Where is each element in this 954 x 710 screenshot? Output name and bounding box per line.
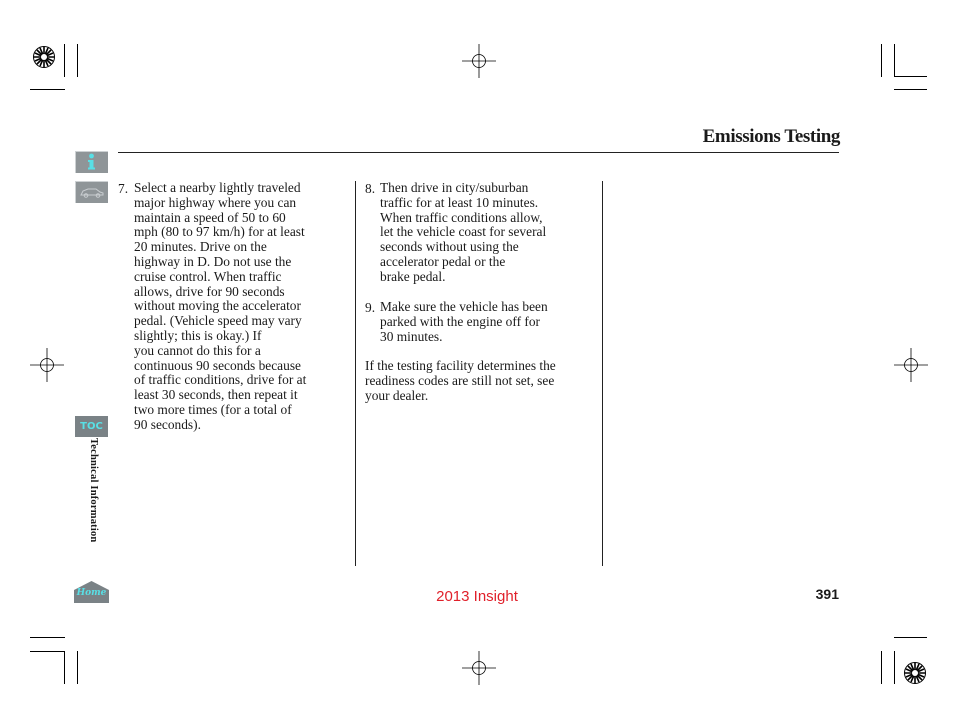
registration-mark-icon [903,661,927,685]
crosshair-mark-icon [462,44,496,78]
crosshair-mark-icon [462,651,496,685]
registration-mark-icon [32,45,56,69]
step-9 [365,300,595,350]
column-divider [355,181,356,566]
note-text: If the testing facility determines the readiness codes are still not set, see your dealer. [365,358,556,403]
toc-button[interactable] [75,416,108,437]
section-label [85,438,105,563]
toc-icon: TOC [80,421,103,432]
step-text: Then drive in city/suburban traffic for at least 10 minutes. When traffic conditions allow, let the vehicle coast for several seconds without using the accelerator pedal or the brake pedal. [380,180,547,284]
vehicle-button[interactable] [75,181,108,203]
dealer-note [365,359,600,409]
crosshair-mark-icon [30,348,64,382]
crosshair-mark-icon [894,348,928,382]
step-text: Select a nearby lightly traveled major highway where you can maintain a speed of 50 to 60 mph (80 to 97 km/h) for at least 20 minutes. Drive on the highway in D. Do not use the cruise control. When traffic allows, drive for 90 seconds without moving the accelerator pedal. (Vehicle speed may vary slightly; this is okay.) If you cannot do this for a continuous 90 seconds because of traffic conditions, drive for at least 30 seconds, then repeat it two more times (for a total of 90 seconds). [134,180,307,432]
step-number: 9. [365,300,376,315]
info-button[interactable] [75,151,108,173]
model-name: 2013 Insight [436,588,518,605]
page-number: 391 [815,586,839,602]
car-icon [75,181,108,203]
step-text: Make sure the vehicle has been parked with the engine off for 30 minutes. [380,299,548,344]
step-8 [365,181,595,291]
page-title: Emissions Testing [702,126,840,147]
step-7 [118,181,348,441]
step-number: 7. [118,181,129,196]
title-rule [118,152,839,153]
home-label: Home [76,588,107,598]
section-label-text: Technical Information [88,438,99,543]
info-icon [75,151,108,173]
column-divider [602,181,603,566]
step-number: 8. [365,181,376,196]
